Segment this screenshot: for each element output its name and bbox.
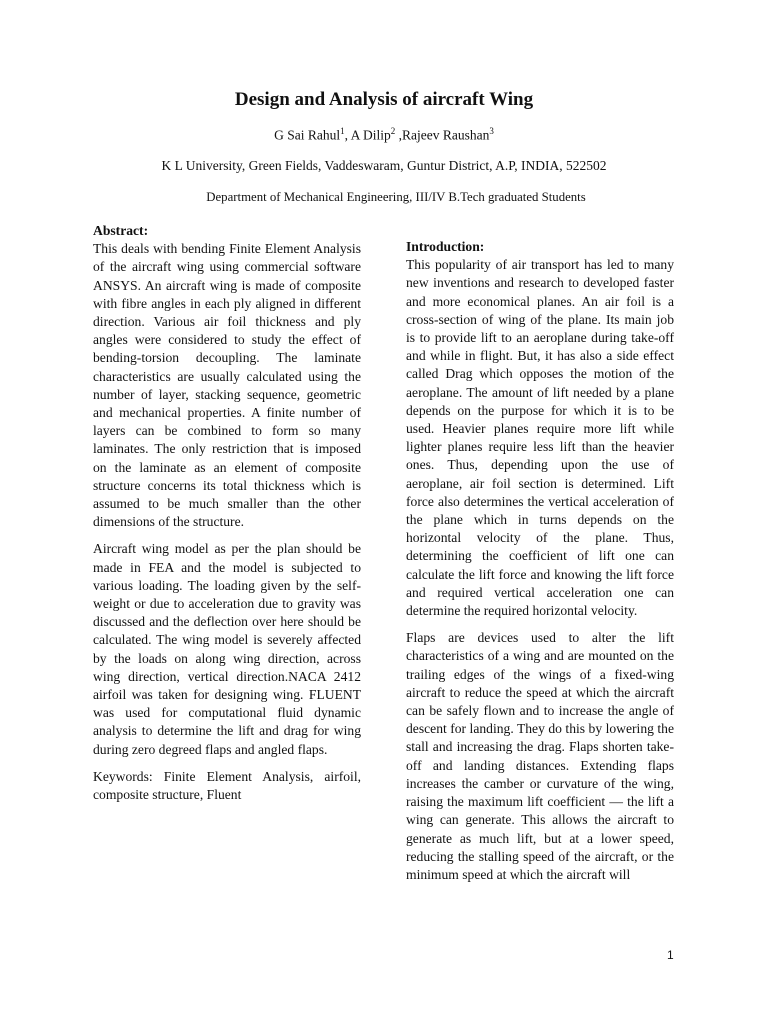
right-column <box>406 238 674 893</box>
abstract-paragraph: This deals with bending Finite Element Analysis of the aircraft wing using commercial software ANSYS. An aircraft wing is made of composite with fibre angles in each ply aligned in different direction. Various air foil thickness and ply angles were considered to study the effect of bending-torsion decoupling. The laminate characteristics are usually calculated using the number of layer, stacking sequence, geometric and mechanical properties. A finite number of layers can be combined to form so many laminates. The only restriction that is imposed on the laminate as an element of composite structure concerns its total thickness which is assumed to be much smaller than the other dimensions of the structure. <box>93 241 361 530</box>
author-affiliation-marker: 1 <box>340 126 345 136</box>
author-name: Rajeev Raushan <box>402 127 490 143</box>
introduction-paragraph: Flaps are devices used to alter the lift characteristics of a wing and are mounted on the trailing edges of the wings of a fixed-wing aircraft to reduce the speed at which the aircraft can be safely flown and to increase the angle of descent for landing. They do this by lowering the stall and increasing the drag. Flaps shorten take-off and landing distances. Extending flaps increases the camber or curvature of the wing, raising the maximum lift coefficient — the lift a wing can generate. This allows the aircraft to generate as much lift, but at a lower speed, reducing the stalling speed of the aircraft, or the minimum speed at which the aircraft will <box>406 630 674 882</box>
author-line <box>0 126 768 144</box>
author-affiliation-marker: 2 <box>390 126 396 136</box>
abstract-paragraph: Aircraft wing model as per the plan should be made in FEA and the model is subjected to various loading. The loading given by the self-weight or due to acceleration due to gravity was discussed and the deflection over here should be calculated. The wing model is severely affected by the loads on along wing direction, across wing direction, vertical direction.NACA 2412 airfoil was taken for designing wing. FLUENT was used for computational fluid dynamic analysis to determine the lift and drag for wing during zero degreed flaps and angled flaps. <box>93 541 361 757</box>
page-number: 1 <box>667 948 674 962</box>
author-name: A Dilip <box>350 127 391 143</box>
left-column <box>93 222 361 813</box>
introduction-heading: Introduction: <box>406 239 485 254</box>
author-separator: , <box>344 127 351 143</box>
introduction-paragraph: This popularity of air transport has led to many new inventions and research to developed faster and more economical planes. An air foil is a cross-section of wing of the plane. Its main job is to provide lift to an aeroplane during take-off and while in flight. But, it has also a side effect called Drag which opposes the motion of the aeroplane. The amount of lift needed by a plane depends on the purpose for which it is to be used. Heavier planes require more lift while lighter planes require less lift than the heavier ones. Thus, depending upon the use of aeroplane, air foil section is determined. Lift force also determines the vertical acceleration of the plane which in turns depends on the horizontal velocity of the plane. Thus, determining the coefficient of lift one can calculate the lift force and knowing the lift force and required vertical acceleration one can determine the required horizontal velocity. <box>406 257 674 619</box>
department: Department of Mechanical Engineering, III/IV B.Tech graduated Students <box>206 190 586 204</box>
author-separator: , <box>395 127 403 143</box>
keywords: Keywords: Finite Element Analysis, airfoil, composite structure, Fluent <box>93 768 361 803</box>
author-affiliation-marker: 3 <box>489 126 494 136</box>
paper-title: Design and Analysis of aircraft Wing <box>234 89 534 110</box>
author-name: G Sai Rahul <box>274 127 341 143</box>
abstract-heading: Abstract: <box>93 223 149 238</box>
affiliation: K L University, Green Fields, Vaddeswaram, Guntur District, A.P, INDIA, 522502 <box>161 158 607 173</box>
